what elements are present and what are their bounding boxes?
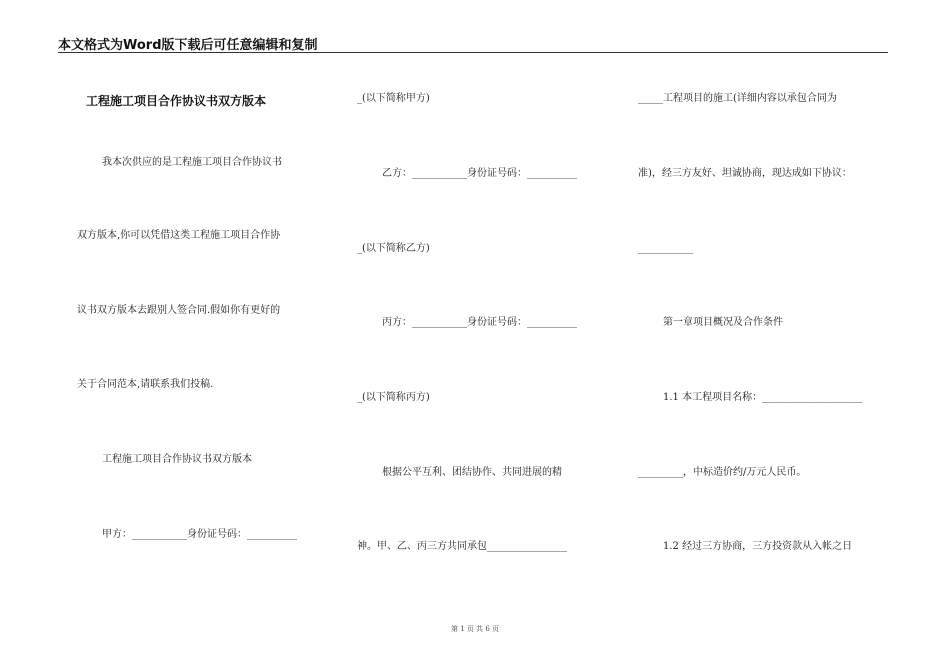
col2-line-5: _(以下简称丙方) xyxy=(357,392,430,403)
header-divider xyxy=(58,52,888,53)
col1-line-1: 我本次供应的是工程施工项目合作协议书 xyxy=(102,157,282,168)
col2-line-4: 丙方：___________身份证号码：__________ xyxy=(382,317,577,328)
page-number: 第 1 页 共 6 页 xyxy=(450,625,500,633)
col2-line-2: 乙方：___________身份证号码：__________ xyxy=(382,168,577,179)
col3-line-7: 1.2 经过三方协商，三方投资款从入帐之日 xyxy=(663,541,853,552)
col3-line-3: ___________ xyxy=(638,243,693,254)
col1-line-3: 议书双方版本去跟别人签合同.假如你有更好的 xyxy=(77,305,281,316)
col2-line-7: 神。甲、乙、丙三方共同承包________________ xyxy=(357,541,567,552)
col3-line-1: _____工程项目的施工(详细内容以承包合同为 xyxy=(638,93,837,104)
col2-line-1: _(以下简称甲方) xyxy=(357,93,430,104)
document-title: 工程施工项目合作协议书双方版本 xyxy=(86,94,267,108)
col1-line-5: 工程施工项目合作协议书双方版本 xyxy=(102,454,252,465)
header-title: 本文格式为Word版下载后可任意编辑和复制 xyxy=(58,38,318,53)
col3-line-5: 1.1 本工程项目名称：____________________ xyxy=(663,392,863,403)
col3-line-4: 第一章项目概况及合作条件 xyxy=(663,317,783,328)
col2-line-6: 根据公平互利、团结协作、共同进展的精 xyxy=(382,467,562,478)
col1-line-2: 双方版本,你可以凭借这类工程施工项目合作协 xyxy=(77,230,281,241)
col1-line-4: 关于合同范本,请联系我们投稿. xyxy=(77,379,214,390)
col3-line-2: 准)，经三方友好、坦诚协商，现达成如下协议： xyxy=(638,168,852,179)
col3-line-6: _________，中标造价约/万元人民币。 xyxy=(638,467,807,478)
col1-line-6: 甲方：___________身份证号码：__________ xyxy=(102,529,297,540)
col2-line-3: _(以下简称乙方) xyxy=(357,243,430,254)
